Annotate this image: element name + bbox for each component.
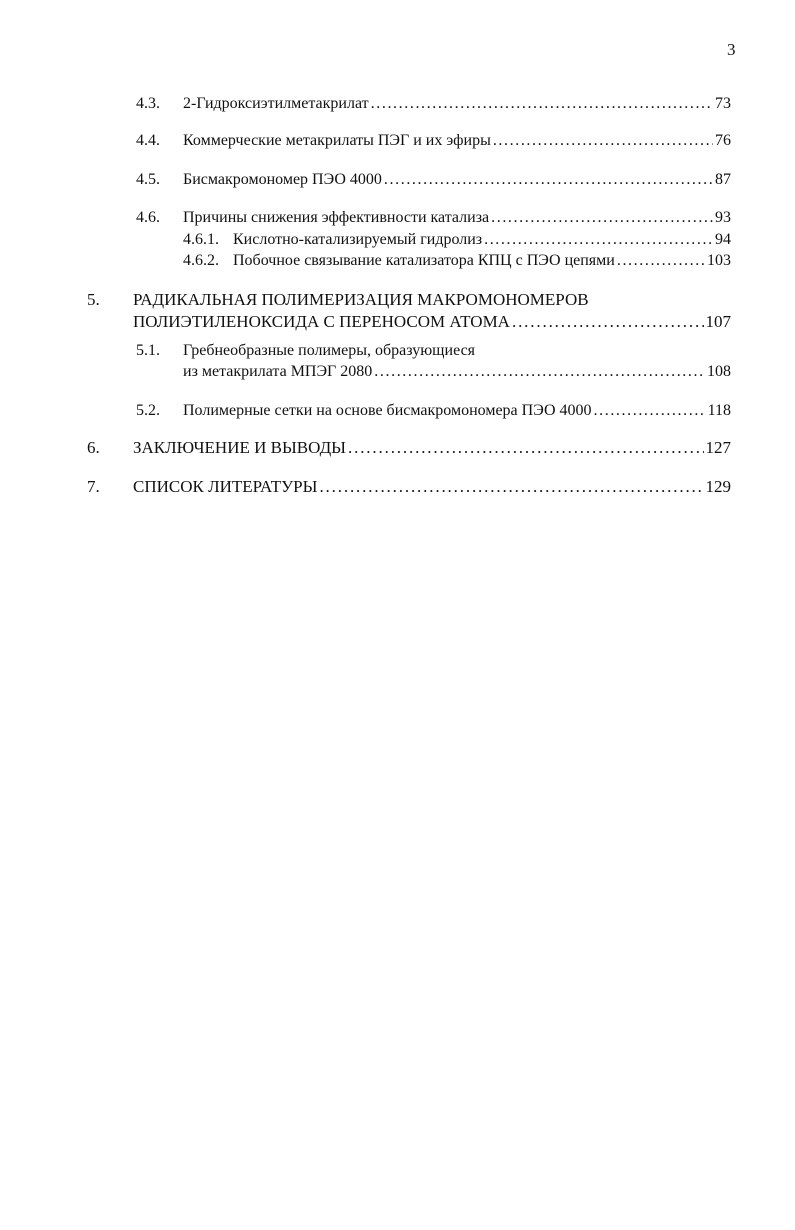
toc-entry[interactable]	[233, 230, 731, 250]
toc-entry[interactable]	[183, 170, 731, 190]
toc-entry-title: Гребнеобразные полимеры, образующиеся	[183, 342, 476, 359]
toc-chapter-page: 107	[705, 312, 731, 331]
toc-chapter-number: 7.	[87, 477, 100, 496]
toc-entry[interactable]	[183, 94, 731, 114]
leader-dots	[374, 362, 705, 382]
page-number: 3	[727, 40, 736, 59]
leader-dots	[512, 312, 704, 332]
toc-chapter-page: 127	[705, 438, 731, 457]
toc-entry-page: 118	[707, 402, 731, 419]
toc-entry-number: 4.3.	[136, 95, 160, 112]
toc-entry-title: Полимерные сетки на основе бисмакромономера ПЭО 4000	[183, 402, 592, 419]
toc-entry-number: 5.1.	[136, 342, 160, 359]
toc-entry[interactable]	[183, 131, 731, 151]
toc-entry-page: 73	[715, 95, 731, 112]
toc-entry-title-line2: из метакрилата МПЭГ 2080	[183, 363, 373, 380]
toc-entry-title: 2-Гидроксиэтилметакрилат	[183, 95, 369, 112]
leader-dots	[617, 251, 705, 271]
toc-entry-title: Бисмакромономер ПЭО 4000	[183, 171, 382, 188]
toc-entry-page: 94	[715, 231, 731, 248]
toc-chapter[interactable]	[133, 438, 731, 458]
toc-entry-page: 76	[715, 132, 731, 149]
leader-dots	[493, 131, 713, 151]
toc-entry-number: 4.6.	[136, 209, 160, 226]
leader-dots	[319, 477, 703, 497]
toc-entry-title: Коммерческие метакрилаты ПЭГ и их эфиры	[183, 132, 491, 149]
toc-chapter-page: 129	[705, 477, 731, 496]
toc-chapter[interactable]	[133, 477, 731, 497]
toc-entry-number: 4.5.	[136, 171, 160, 188]
toc-entry[interactable]	[183, 362, 731, 382]
leader-dots	[484, 230, 713, 250]
leader-dots	[384, 170, 713, 190]
toc-entry-title: Побочное связывание катализатора КПЦ с ПЭО цепями	[233, 252, 615, 269]
toc-chapter-number: 6.	[87, 438, 100, 457]
toc-entry[interactable]	[183, 401, 731, 421]
toc-entry-page: 93	[715, 209, 731, 226]
toc-entry-page: 87	[715, 171, 731, 188]
toc-entry-title: Кислотно-катализируемый гидролиз	[233, 231, 483, 248]
toc-entry-title: Причины снижения эффективности катализа	[183, 209, 490, 226]
leader-dots	[371, 94, 713, 114]
toc-entry[interactable]	[233, 251, 731, 271]
leader-dots	[348, 438, 704, 458]
toc-entry-number: 5.2.	[136, 402, 160, 419]
toc-entry[interactable]	[183, 208, 731, 228]
toc-chapter-title: РАДИКАЛЬНАЯ ПОЛИМЕРИЗАЦИЯ МАКРОМОНОМЕРОВ	[133, 290, 589, 309]
toc-chapter[interactable]	[133, 312, 731, 332]
toc-entry-number: 4.6.2.	[183, 252, 219, 269]
toc-chapter-number: 5.	[87, 290, 100, 309]
toc-chapter-title-line2: ПОЛИЭТИЛЕНОКСИДА С ПЕРЕНОСОМ АТОМА	[133, 312, 510, 331]
toc-entry-number: 4.6.1.	[183, 231, 219, 248]
toc-chapter-title: СПИСОК ЛИТЕРАТУРЫ	[133, 477, 318, 496]
toc-entry-page: 103	[707, 252, 731, 269]
toc-entry-number: 4.4.	[136, 132, 160, 149]
toc-chapter-title: ЗАКЛЮЧЕНИЕ И ВЫВОДЫ	[133, 438, 346, 457]
toc-entry-page: 108	[707, 363, 731, 380]
leader-dots	[594, 401, 706, 421]
leader-dots	[491, 208, 713, 228]
